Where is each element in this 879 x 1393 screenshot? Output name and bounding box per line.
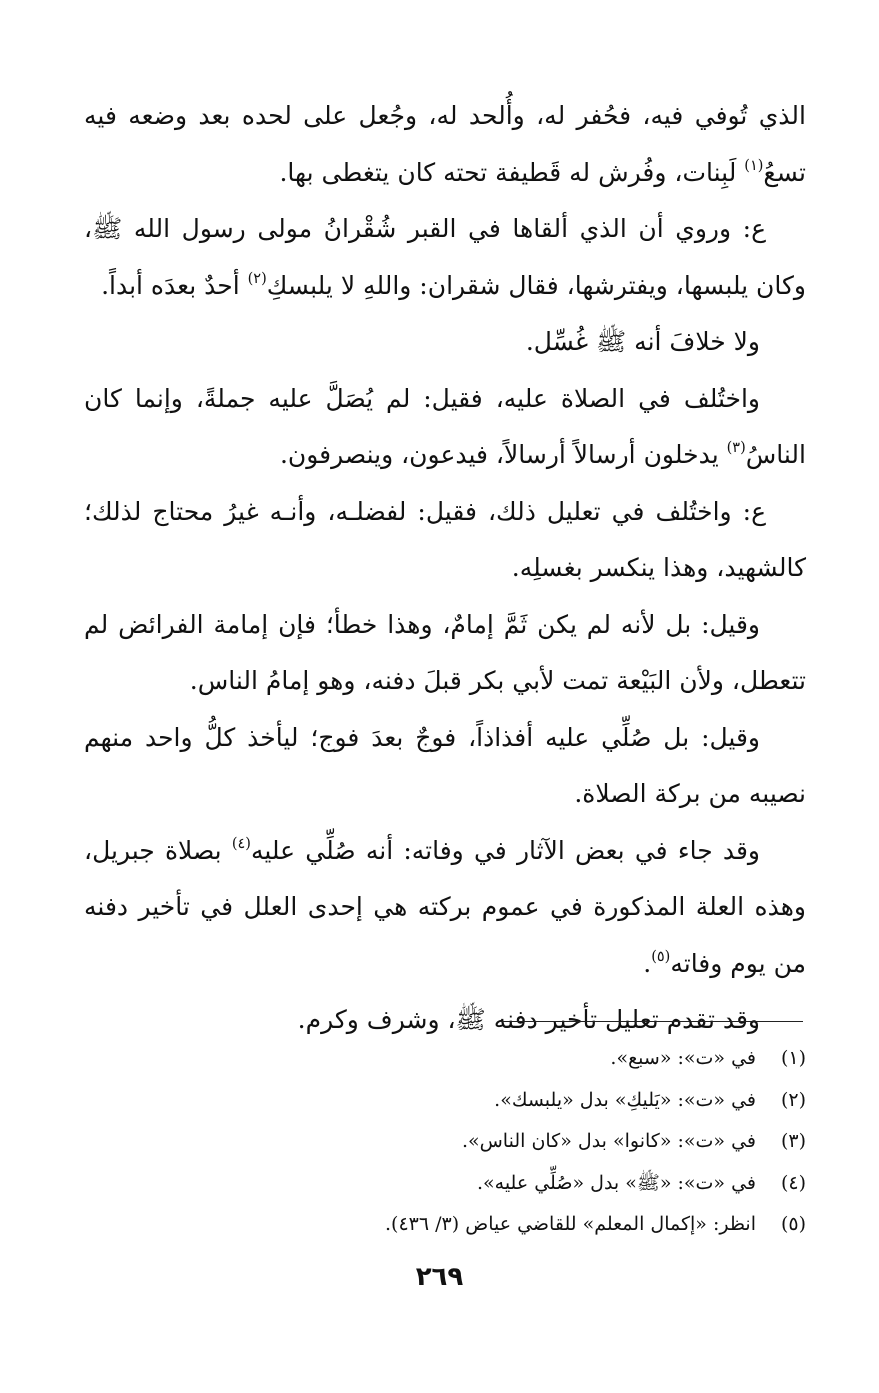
paragraph-4 xyxy=(84,371,806,484)
footnote-separator xyxy=(500,1021,803,1022)
text-run: بصلاة جبريل، وهذه العلة المذكورة في عموم بركته هي إحدى العلل في تأخير دفنه من يوم وفاته xyxy=(84,835,806,978)
paragraph-6: وقيل: بل لأنه لم يكن ثَمَّ إمامٌ، وهذا خطأ؛ فإن إمامة الفرائض لم تتعطل، ولأن البَيْعة تمت لأبي بكر قبلَ دفنه، وهو إمامُ الناس. xyxy=(84,609,806,695)
paragraph-7: وقيل: بل صُلِّي عليه أفذاذاً، فوجٌ بعدَ فوج؛ ليأخذ كلُّ واحد منهم نصيبه من بركة الصلاة. xyxy=(84,722,806,808)
footnote-ref-4: (٤) xyxy=(231,835,251,852)
text-run: يدخلون أرسالاً أرسالاً، فيدعون، وينصرفون. xyxy=(279,440,727,469)
footnote-text: في «ت»: «كانوا» بدل «كان الناس». xyxy=(461,1130,756,1152)
footnote-4 xyxy=(84,1163,806,1205)
footnote-5 xyxy=(84,1204,806,1246)
footnote-2 xyxy=(84,1080,806,1122)
footnote-text: في «ت»: «ﷺ» بدل «صُلِّي عليه». xyxy=(476,1171,756,1194)
footnote-number: (٥) xyxy=(780,1213,806,1235)
footnote-number: (٣) xyxy=(780,1130,806,1152)
main-text xyxy=(84,88,806,1049)
text-run: واختُلف في الصلاة عليه، فقيل: لم يُصَلَّ عليه جملةً، وإنما كان الناسُ xyxy=(84,383,806,469)
page-number: ٢٦٩ xyxy=(415,1262,464,1292)
footnote-text: انظر: «إكمال المعلم» للقاضي عياض (٣/ ٤٣٦). xyxy=(385,1213,756,1235)
footnote-ref-2: (٢) xyxy=(247,270,267,287)
footnotes xyxy=(84,1038,806,1246)
text-run: ع: وروي أن الذي ألقاها في القبر شُقْرانُ مولى رسول الله ﷺ، وكان يلبسها، ويفترشها، فقال شقران: واللهِ لا يلبسكِ xyxy=(84,214,806,300)
text-run: أحدٌ بعدَه أبداً. xyxy=(101,270,248,300)
footnote-3 xyxy=(84,1121,806,1163)
text-run: الذي تُوفي فيه، فحُفر له، وأُلحد له، وجُعل على لحده بعد وضعه فيه تسعُ xyxy=(84,101,806,187)
paragraph-2 xyxy=(84,201,806,314)
paragraph-5: ع: واختُلف في تعليل ذلك، فقيل: لفضلـه، وأنـه غيرُ محتاج لذلك؛ كالشهيد، وهذا ينكسر بغسلِه. xyxy=(84,496,806,582)
footnote-ref-5: (٥) xyxy=(651,948,671,965)
footnote-ref-3: (٣) xyxy=(726,440,746,457)
text-run: . xyxy=(643,948,652,978)
footnote-text: في «ت»: «يَليكِ» بدل «يلبسك». xyxy=(494,1088,756,1111)
paragraph-1 xyxy=(84,88,806,201)
footnote-number: (١) xyxy=(780,1047,806,1069)
text-run: لَبِنات، وفُرش له قَطيفة تحته كان يتغطى بها. xyxy=(279,157,745,187)
text-run: وقد جاء في بعض الآثار في وفاته: أنه صُلِّي عليه xyxy=(250,835,760,865)
paragraph-3: ولا خلافَ أنه ﷺ غُسِّل. xyxy=(525,327,760,356)
footnote-1 xyxy=(84,1038,806,1080)
footnote-number: (٢) xyxy=(780,1088,806,1111)
paragraph-8 xyxy=(84,823,806,993)
footnote-number: (٤) xyxy=(780,1171,806,1194)
paragraph-9: وقد تقدم تعليل تأخير دفنه ﷺ، وشرف وكرم. xyxy=(297,1005,760,1034)
footnote-text: في «ت»: «سبع». xyxy=(610,1047,756,1069)
footnote-ref-1: (١) xyxy=(744,157,764,174)
